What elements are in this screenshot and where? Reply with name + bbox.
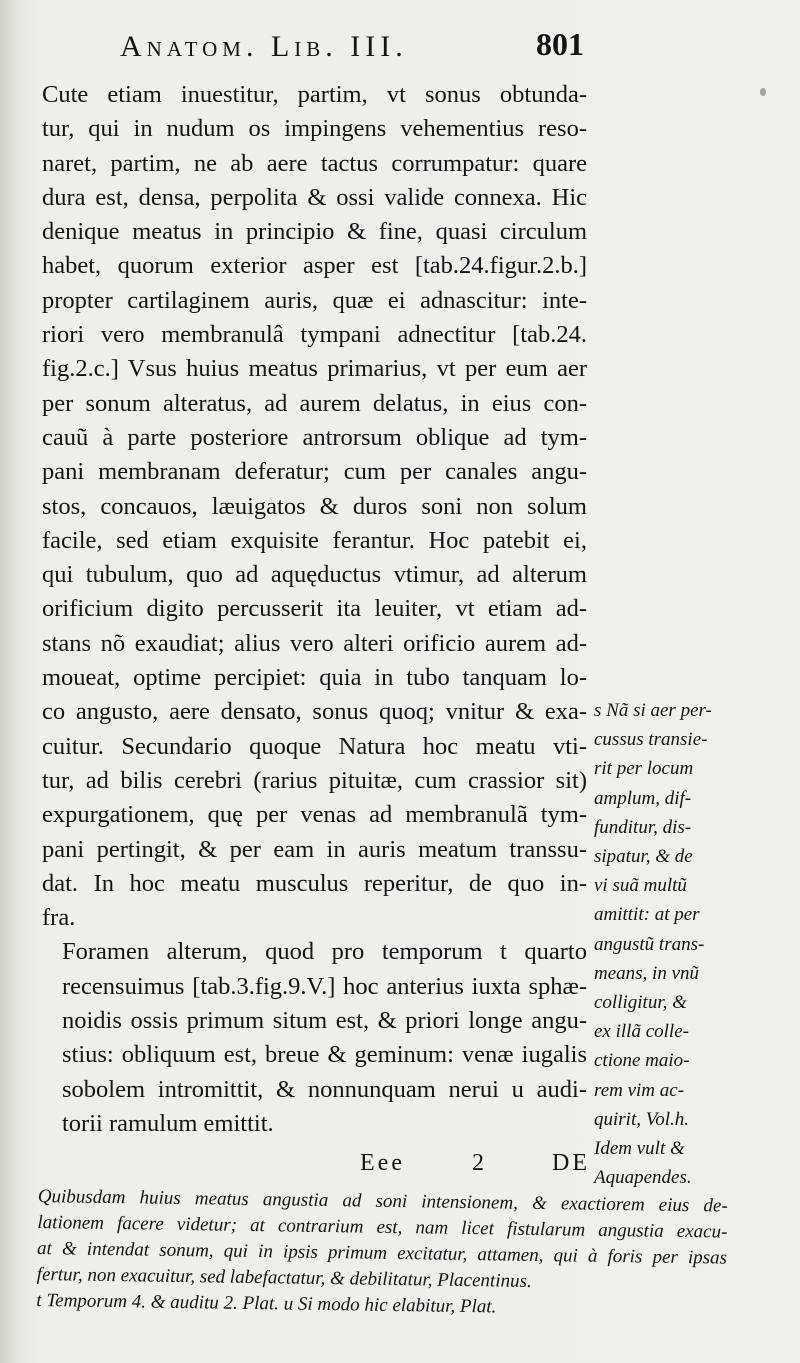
footnote-line: t Temporum 4. & auditu 2. Plat. u Si modo hic elabitur, Plat. xyxy=(36,1289,497,1318)
marginal-line: funditur, dis- xyxy=(594,816,692,838)
text-line: facile, sed etiam exquisite ferantur. Hoc patebit ei, xyxy=(42,526,587,554)
marginal-line: quirit, Vol.h. xyxy=(594,1108,690,1130)
text-line: tur, qui in nudum os impingens vehementius reso- xyxy=(42,115,587,143)
marginal-line: angustũ trans- xyxy=(594,933,705,955)
marginal-line: s Nã si aer per- xyxy=(594,700,712,721)
marginal-line: colligitur, & xyxy=(594,992,687,1014)
marginal-line: means, in vnũ xyxy=(594,962,700,984)
text-line: moueat, optime percipiet: quia in tubo tanquam lo- xyxy=(42,664,587,692)
text-line: recensuimus [tab.3.fig.9.V.] hoc anterius iuxta sphæ- xyxy=(62,972,587,1000)
text-line: denique meatus in principio & fine, quasi circulum xyxy=(42,218,587,246)
text-line: Foramen alterum, quod pro temporum t quarto xyxy=(62,938,587,966)
text-line: tur, ad bilis cerebri (rarius pituitæ, cum crassior sit) xyxy=(42,766,587,794)
text-line: naret, partim, ne ab aere tactus corrumpatur: quare xyxy=(42,149,587,177)
marginal-line: Aquapendes. xyxy=(594,1167,692,1189)
text-line: torii ramulum emittit. xyxy=(62,1109,274,1137)
marginal-line: amplum, dif- xyxy=(594,787,692,809)
text-line: stius: obliquum est, breue & geminum: venæ iugalis xyxy=(62,1041,587,1069)
catchword: DE xyxy=(552,1150,590,1176)
text-line: stans nõ exaudiat; alius vero alteri orificio aurem ad- xyxy=(42,629,587,657)
marginal-line: ex illã colle- xyxy=(594,1021,689,1043)
signature-mark: Eee xyxy=(360,1150,405,1176)
footnote-line: Quibusdam huius meatus angustia ad soni intensionem, & exactiorem eius de- xyxy=(37,1185,728,1217)
signature-number: 2 xyxy=(472,1150,487,1176)
paper-blemish xyxy=(760,88,766,96)
main-text-column xyxy=(42,78,587,1141)
paragraph-1 xyxy=(42,78,587,935)
marginal-line: vi suã multũ xyxy=(594,875,687,897)
text-line: Cute etiam inuestitur, partim, vt sonus obtunda- xyxy=(42,81,587,108)
text-line: cauũ à parte posteriore antrorsum oblique ad tym- xyxy=(42,423,587,451)
text-line: per sonum alteratus, ad aurem delatus, in eius con- xyxy=(42,389,587,417)
running-head: Anatom. Lib. III. xyxy=(120,30,408,63)
text-line: qui tubulum, quo ad aquęductus vtimur, ad alterum xyxy=(42,561,587,589)
text-line: dura est, densa, perpolita & ossi valide connexa. Hic xyxy=(42,183,587,211)
text-line: fra. xyxy=(42,904,76,932)
marginal-line: amittit: at per xyxy=(594,904,700,926)
text-line: orificium digito percusserit ita leuiter, vt etiam ad- xyxy=(42,595,587,623)
marginal-line: sipatur, & de xyxy=(594,846,693,868)
text-line: expurgationem, quę per venas ad membranulã tym- xyxy=(42,801,587,829)
text-line: propter cartilaginem auris, quæ ei adnascitur: inte- xyxy=(42,286,587,314)
page-header xyxy=(120,22,590,72)
page-number: 801 xyxy=(536,26,584,62)
text-line: habet, quorum exterior asper est [tab.24.figur.2.b.] xyxy=(42,252,587,280)
text-line: riori vero membranulâ tympani adnectitur [tab.24. xyxy=(42,321,587,349)
marginal-line: ctione maio- xyxy=(594,1050,690,1072)
marginal-line: rem vim ac- xyxy=(594,1079,685,1101)
text-line: cuitur. Secundario quoque Natura hoc meatu vti- xyxy=(42,732,587,760)
paragraph-2 xyxy=(42,935,587,1141)
text-line: dat. In hoc meatu musculus reperitur, de quo in- xyxy=(42,869,587,897)
text-line: noidis ossis primum situm est, & priori longe angu- xyxy=(62,1007,587,1035)
marginal-note xyxy=(594,696,796,1192)
footnote-line: lationem facere videtur; at contrarium est, nam licet fistularum angustia exacu- xyxy=(37,1211,728,1243)
marginal-line: Idem vult & xyxy=(594,1138,685,1160)
footnote-line: at & intendat sonum, qui in ipsis primum excitatur, attamen, qui à foris per ipsas xyxy=(36,1237,728,1269)
text-line: stos, concauos, læuigatos & duros soni non solum xyxy=(42,492,587,520)
marginal-line: cussus transie- xyxy=(594,729,708,751)
text-line: sobolem intromittit, & nonnunquam nerui u audi- xyxy=(62,1075,587,1103)
footnote-line: fertur, non exacuitur, sed labefactatur, & debilitatur, Placentinus. xyxy=(36,1263,532,1292)
text-line: pani membranam deferatur; cum per canales angu- xyxy=(42,458,587,486)
text-line: co angusto, aere densato, sonus quoq; vnitur & exa- xyxy=(42,698,587,726)
text-line: fig.2.c.] Vsus huius meatus primarius, vt per eum aer xyxy=(42,355,587,383)
text-line: pani pertingit, & per eam in auris meatum transsu- xyxy=(42,835,587,863)
marginal-line: rit per locum xyxy=(594,758,694,780)
footnotes xyxy=(36,1184,728,1324)
